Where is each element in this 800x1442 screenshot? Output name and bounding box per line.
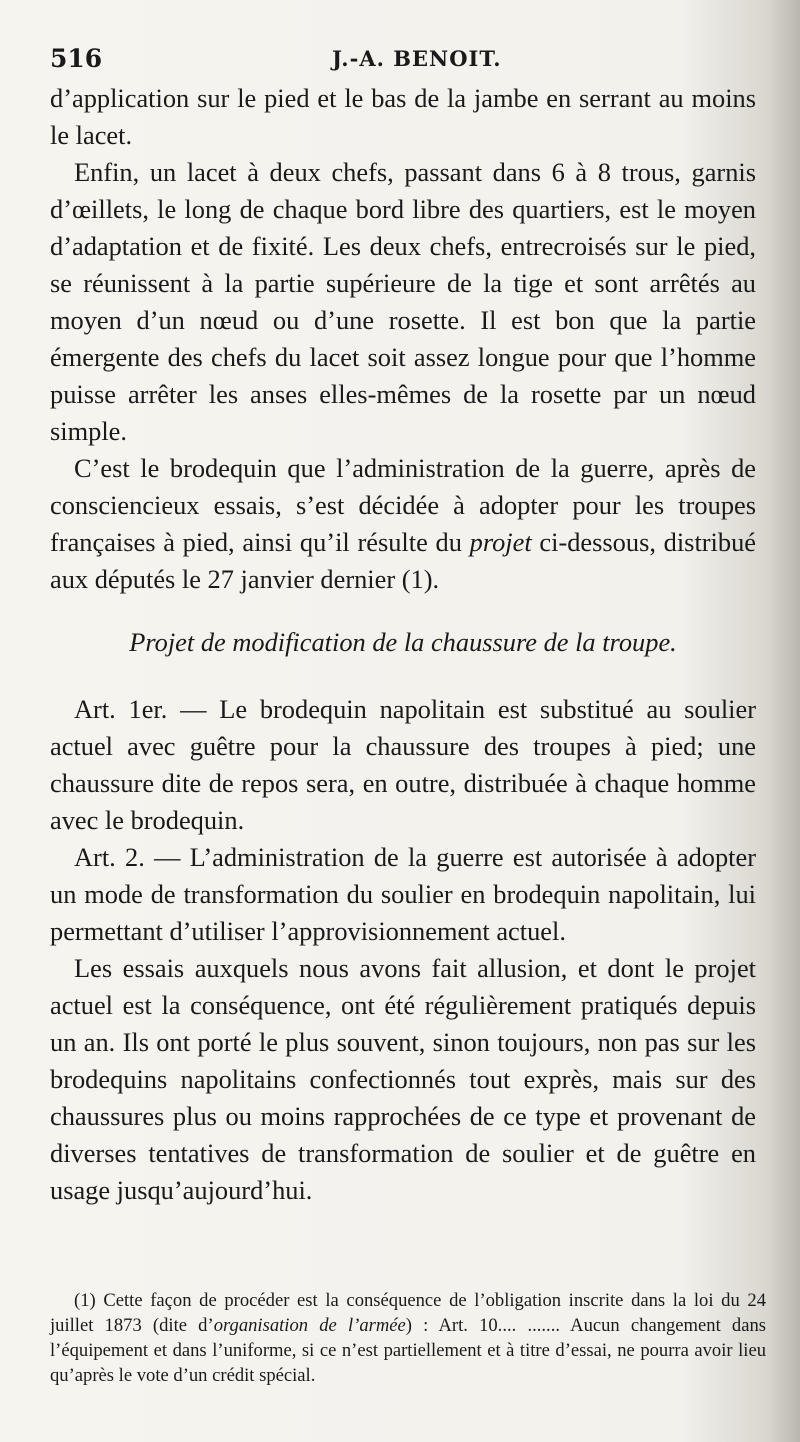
article-1: Art. 1er. — Le brodequin napolitain est substitué au soulier actuel avec guêtre pour la chaussure des troupes à pied; une chaussure dite de repos sera, en outre, distribuée à chaque homme avec le brodequin.: [50, 694, 756, 835]
footnote-1: [50, 1288, 766, 1388]
paragraph-brodequin: [50, 450, 756, 598]
page-number: 516: [50, 44, 103, 73]
paragraph-brodequin-start: C’est le brodequin que l’administration de la guerre, après de consciencieux essais, s’est décidée à adopter pour les troupes françaises à pied, ainsi qu’il résulte du: [50, 453, 756, 557]
footnotes: [50, 1288, 766, 1388]
article-2: Art. 2. — L’administration de la guerre est autorisée à adopter un mode de transformation du soulier en brodequin napolitain, lui permettant d’utiliser l’approvisionnement actuel.: [50, 842, 756, 946]
paragraph-essais: Les essais auxquels nous avons fait allusion, et dont le projet actuel est la conséquence, ont été régulièrement pratiqués depuis un an. Ils ont porté le plus souvent, sinon toujours, non pas sur les brodequins napolitains confectionnés tout exprès, mais sur des chaussures plus ou moins rapprochées de ce type et provenant de diverses tentatives de transformation de soulier et de guêtre en usage jusqu’aujourd’hui.: [50, 953, 756, 1205]
footnote-1-start: (1) Cette façon de procéder est la conséquence de l’obligation inscrite dans la loi du 24 juillet 1873 (dite d’: [50, 1290, 766, 1336]
paragraph-continued: d’application sur le pied et le bas de la jambe en serrant au moins le lacet.: [50, 83, 756, 150]
paragraph-brodequin-end: ci-dessous, distribué aux députés le 27 janvier dernier (1).: [50, 527, 756, 594]
running-head: J.-A. BENOIT.: [332, 46, 502, 71]
paragraph-brodequin-italic: projet: [469, 527, 532, 557]
page-header: [50, 40, 750, 80]
body-text: [50, 80, 756, 1209]
section-title: Projet de modification de la chaussure de la troupe.: [129, 627, 677, 657]
paragraph-lacet: Enfin, un lacet à deux chefs, passant dans 6 à 8 trous, garnis d’œillets, le long de chaque bord libre des quartiers, est le moyen d’adaptation et de fixité. Les deux chefs, entrecroisés sur le pied, se réunissent à la partie supérieure de la tige et sont arrêtés au moyen d’un nœud ou d’une rosette. Il est bon que la partie émergente des chefs du lacet soit assez longue pour que l’homme puisse arrêter les anses elles-mêmes de la rosette par un nœud simple.: [50, 157, 756, 446]
footnote-1-italic: organisation de l’armée: [213, 1315, 406, 1336]
footnote-1-end: ) : Art. 10.... ....... Aucun changement dans l’équipement et dans l’uniforme, si ce n’est partiellement et à titre d’essai, ne pourra avoir lieu qu’après le vote d’un crédit spécial.: [50, 1315, 766, 1386]
